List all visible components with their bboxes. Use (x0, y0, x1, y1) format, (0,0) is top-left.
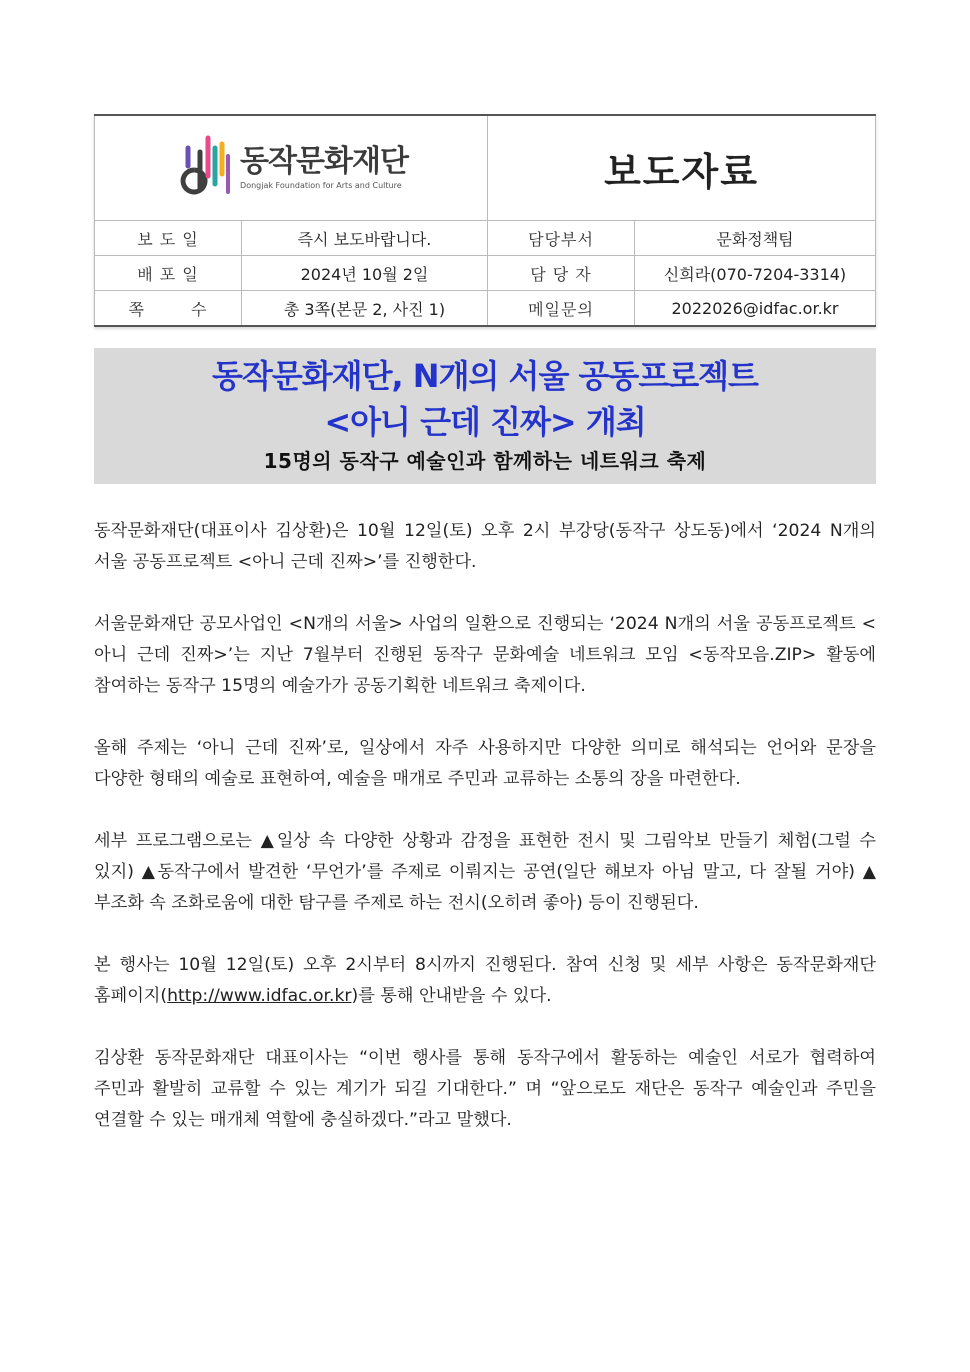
info-label: 쪽 수 (95, 291, 242, 327)
body-paragraph (94, 950, 876, 1012)
info-label: 메일문의 (488, 291, 635, 327)
body-paragraph: 올해 주제는 ‘아니 근데 진짜’로, 일상에서 자주 사용하지만 다양한 의미로 해석되는 언어와 문장을 다양한 형태의 예술로 표현하여, 예술을 매개로 주민과 교류하는 소통의 장을 마련한다. (94, 738, 876, 789)
foundation-logo (95, 134, 487, 202)
info-label: 담 당 자 (488, 256, 635, 291)
body-text-span: )를 통해 안내받을 수 있다. (351, 986, 552, 1006)
body-paragraph: 세부 프로그램으로는 ▲일상 속 다양한 상황과 감정을 표현한 전시 및 그림악보 만들기 체험(그럴 수 있지) ▲동작구에서 발견한 ‘무언가’를 주제로 이뤄지는 공연(일단 해보자 아님 말고, 다 잘될 거야) ▲부조화 속 조화로움에 대한 탐구를 주제로 하는 전시(오히려 좋아) 등이 진행된다. (94, 831, 876, 913)
body-paragraph: 동작문화재단(대표이사 김상환)은 10월 12일(토) 오후 2시 부강당(동작구 상도동)에서 ‘2024 N개의 서울 공동프로젝트 <아니 근데 진짜>’를 진행한다. (94, 521, 876, 572)
info-value: 즉시 보도바랍니다. (242, 221, 488, 256)
info-value: 신희라(070-7204-3314) (635, 256, 876, 291)
info-value: 2024년 10월 2일 (242, 256, 488, 291)
logo-name-ko: 동작문화재단 (240, 143, 408, 179)
info-value: 총 3쪽(본문 2, 사진 1) (242, 291, 488, 327)
logo-mark-icon (174, 134, 232, 202)
info-value: 2022026@idfac.or.kr (635, 291, 876, 327)
body-paragraph: 김상환 동작문화재단 대표이사는 “이번 행사를 통해 동작구에서 활동하는 예술인 서로가 협력하여 주민과 활발히 교류할 수 있는 계기가 되길 기대한다.” 며 “앞으로도 재단은 동작구 예술인과 주민을 연결할 수 있는 매개체 역할에 충실하겠다.”라고 말했다. (94, 1048, 876, 1130)
press-info-table (94, 114, 876, 327)
logo-cell (95, 115, 488, 221)
info-value: 문화정책팀 (635, 221, 876, 256)
headline-box (94, 348, 876, 484)
info-row (95, 221, 876, 256)
info-label: 담당부서 (488, 221, 635, 256)
headline-line-1: 동작문화재단, N개의 서울 공동프로젝트 (212, 357, 758, 395)
logo-name-en: Dongjak Foundation for Arts and Culture (240, 180, 402, 190)
homepage-link[interactable]: http://www.idfac.or.kr (167, 986, 352, 1006)
body-paragraph: 서울문화재단 공모사업인 <N개의 서울> 사업의 일환으로 진행되는 ‘2024 N개의 서울 공동프로젝트 <아니 근데 진짜>’는 지난 7월부터 진행된 동작구 문화예술 네트워크 모임 <동작모음.ZIP> 활동에 참여하는 동작구 15명의 예술가가 공동기획한 네트워크 축제이다. (94, 614, 876, 696)
headline-line-2: <아니 근데 진짜> 개최 (324, 403, 646, 441)
info-label: 보 도 일 (95, 221, 242, 256)
body-text-span: 본 행사는 10월 12일(토) 오후 2시부터 8시까지 진행된다. 참여 신청 및 세부 사항은 동작문화재단 홈페이지( (94, 955, 876, 1006)
doc-type-title: 보도자료 (488, 115, 876, 221)
info-label: 배 포 일 (95, 256, 242, 291)
info-row (95, 291, 876, 327)
press-body (94, 516, 876, 1167)
headline-subtitle: 15명의 동작구 예술인과 함께하는 네트워크 축제 (263, 449, 707, 473)
info-row (95, 256, 876, 291)
